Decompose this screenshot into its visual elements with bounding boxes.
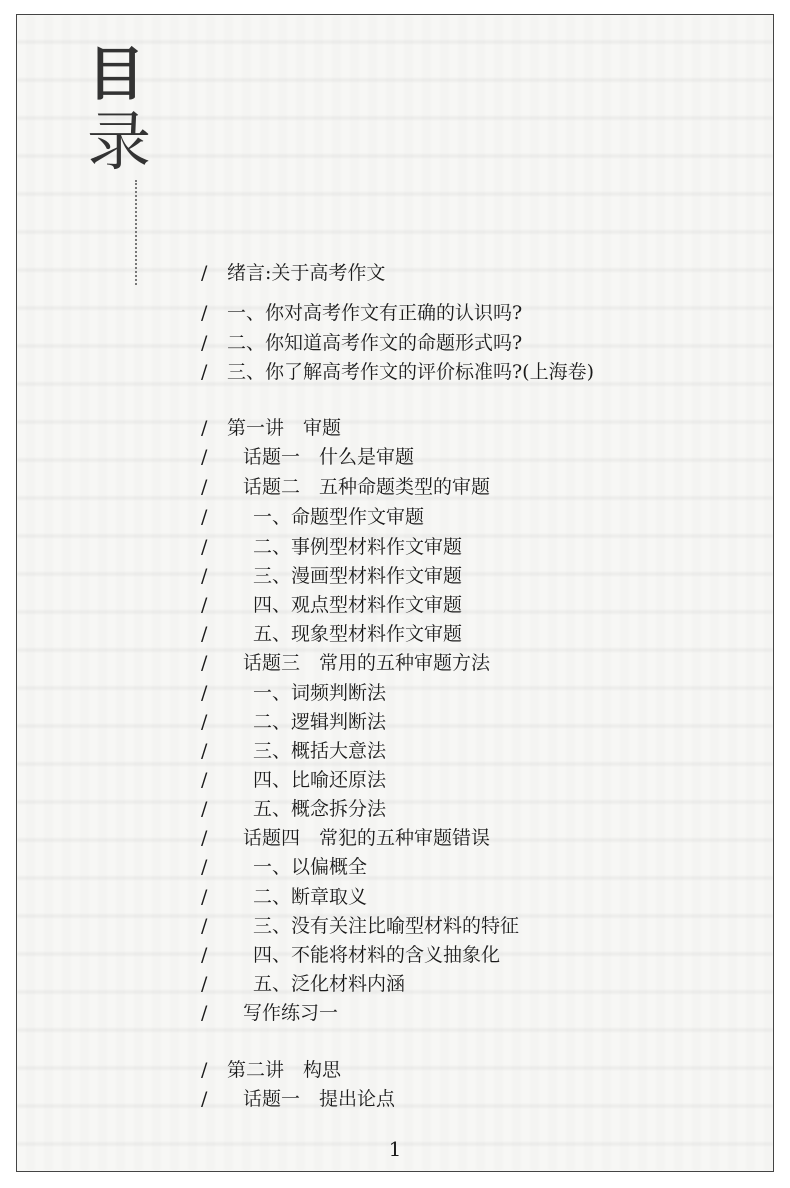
page-title-char-1: 目 [87,40,146,108]
page-title-char-2: 录 [87,106,151,180]
toc-page: 目 录 / 绪言:关于高考作文 / 一、你对高考作文有正确的认识吗? / 二、你知道高考作文的命题形式吗? / 三、你了解高考作文的评价标准吗?(上海卷) / 第一讲 审题 / 话题一 什么是审题 / 话题二 五种命题类型的审题 / 一、命题型作文审题 / 二、事例型材料作文审题 / 三、漫画型材料作文审题 / 四、观点型材料作文审题 / 五、现象型材料作文审题 / 话题三 常用的五种审题方法 / 一、词频判断法 / 二、逻辑判断法 / 三、概括大意法 / 四、比喻还原法 / 五、概念拆分法 / 话题四 常犯的五种审题错误 / 一、以偏概全 / 二、断章取义 / 三、没有关注比喻型材料的特征 / 四、不能将材料的含义抽象化 / 五、泛化材料内涵 / 写作练习一 / 第二讲 构思 / 话题一 提出论点 1 [16,14,774,1172]
page-number: 1 [388,1137,402,1161]
title-dotted-divider [135,180,137,285]
